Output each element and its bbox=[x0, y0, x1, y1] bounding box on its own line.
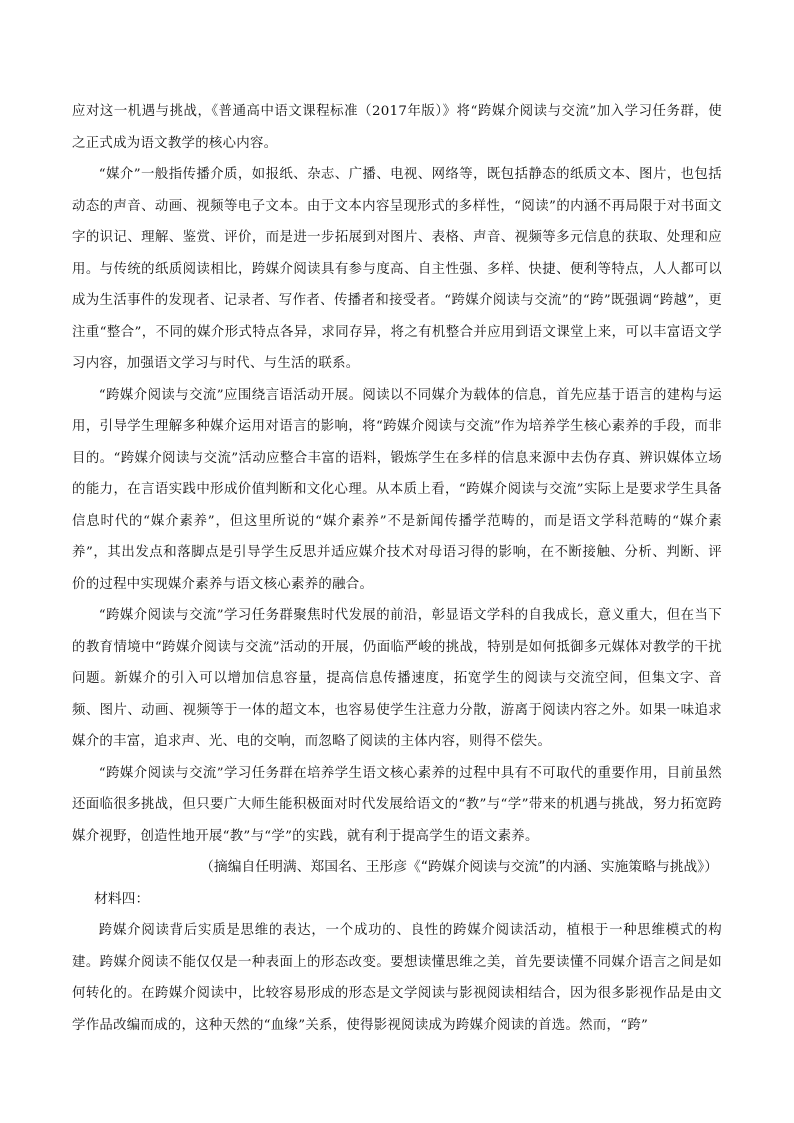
paragraph-material-four: 跨媒介阅读背后实质是思维的表达，一个成功的、良性的跨媒介阅读活动，植根于一种思维模式的构建。跨媒介阅读不能仅仅是一种表面上的形态改变。要想读懂思维之美，首先要读懂不同媒介语言之间是如何转化的。在跨媒介阅读中，比较容易形成的形态是文学阅读与影视阅读相结合，因为很多影视作品是由文学作品改编而成的，这种天然的“血缘”关系，使得影视阅读成为跨媒介阅读的首选。然而，“跨” bbox=[72, 923, 722, 1033]
material-four-heading: 材料四： bbox=[94, 890, 150, 907]
paragraph-challenges: “跨媒介阅读与交流”学习任务群聚焦时代发展的前沿，彰显语文学科的自我成长，意义重大，但在当下的教育情境中“跨媒介阅读与交流”活动的开展，仍面临严峻的挑战，特别是如何抵御多元媒体对教学的干扰问题。新媒介的引入可以增加信息容量，提高信息传播速度，拓宽学生的阅读与交流空间，但集文字、音频、图片、动画、视频等于一体的超文本，也容易使学生注意力分散，游离于阅读内容之外。如果一味追求媒介的丰富，追求声、光、电的交响，而忽略了阅读的主体内容，则得不偿失。 bbox=[72, 608, 722, 749]
paragraph-media-definition: “媒介”一般指传播介质，如报纸、杂志、广播、电视、网络等，既包括静态的纸质文本、图片，也包括动态的声音、动画、视频等电子文本。由于文本内容呈现形式的多样性，“阅读”的内涵不再局限于对书面文字的识记、理解、鉴赏、评价，而是进一步拓展到对图片、表格、声音、视频等多元信息的获取、处理和应用。与传统的纸质阅读相比，跨媒介阅读具有参与度高、自主性强、多样、快捷、便利等特点，人人都可以成为生活事件的发现者、记录者、写作者、传播者和接受者。“跨媒介阅读与交流”的“跨”既强调“跨越”，更注重“整合”，不同的媒介形式特点各异，求同存异，将之有机整合并应用到语文课堂上来，可以丰富语文学习内容，加强语文学习与时代、与生活的联系。 bbox=[72, 167, 722, 371]
paragraph-language-activity: “跨媒介阅读与交流”应围绕言语活动开展。阅读以不同媒介为载体的信息，首先应基于语言的建构与运用，引导学生理解多种媒介运用对语言的影响，将“跨媒介阅读与交流”作为培养学生核心素养的手段，而非目的。“跨媒介阅读与交流”活动应整合丰富的语料，锻炼学生在多样的信息来源中去伪存真、辨识媒体立场的能力，在言语实践中形成价值判断和文化心理。从本质上看，“跨媒介阅读与交流”实际上是要求学生具备信息时代的“媒介素养”，但这里所说的“媒介素养”不是新闻传播学范畴的，而是语文学科范畴的“媒介素养”，其出发点和落脚点是引导学生反思并适应媒介技术对母语习得的影响，在不断接触、分析、判断、评价的过程中实现媒介素养与语文核心素养的融合。 bbox=[72, 387, 722, 592]
document-page bbox=[72, 96, 722, 1041]
paragraph-conclusion: “跨媒介阅读与交流”学习任务群在培养学生语文核心素养的过程中具有不可取代的重要作用，目前虽然还面临很多挑战，但只要广大师生能积极面对时代发展给语文的“教”与“学”带来的机遇与挑战，努力拓宽跨媒介视野，创造性地开展“教”与“学”的实践，就有利于提高学生的语文素养。 bbox=[72, 765, 722, 844]
paragraph-continuation: 应对这一机遇与挑战，《普通高中语文课程标准（2017年版）》将“跨媒介阅读与交流”加入学习任务群，使之正式成为语文教学的核心内容。 bbox=[72, 104, 722, 151]
source-citation: （摘编自任明满、郑国名、王彤彦《“跨媒介阅读与交流”的内涵、实施策略与挑战》） bbox=[200, 859, 718, 875]
